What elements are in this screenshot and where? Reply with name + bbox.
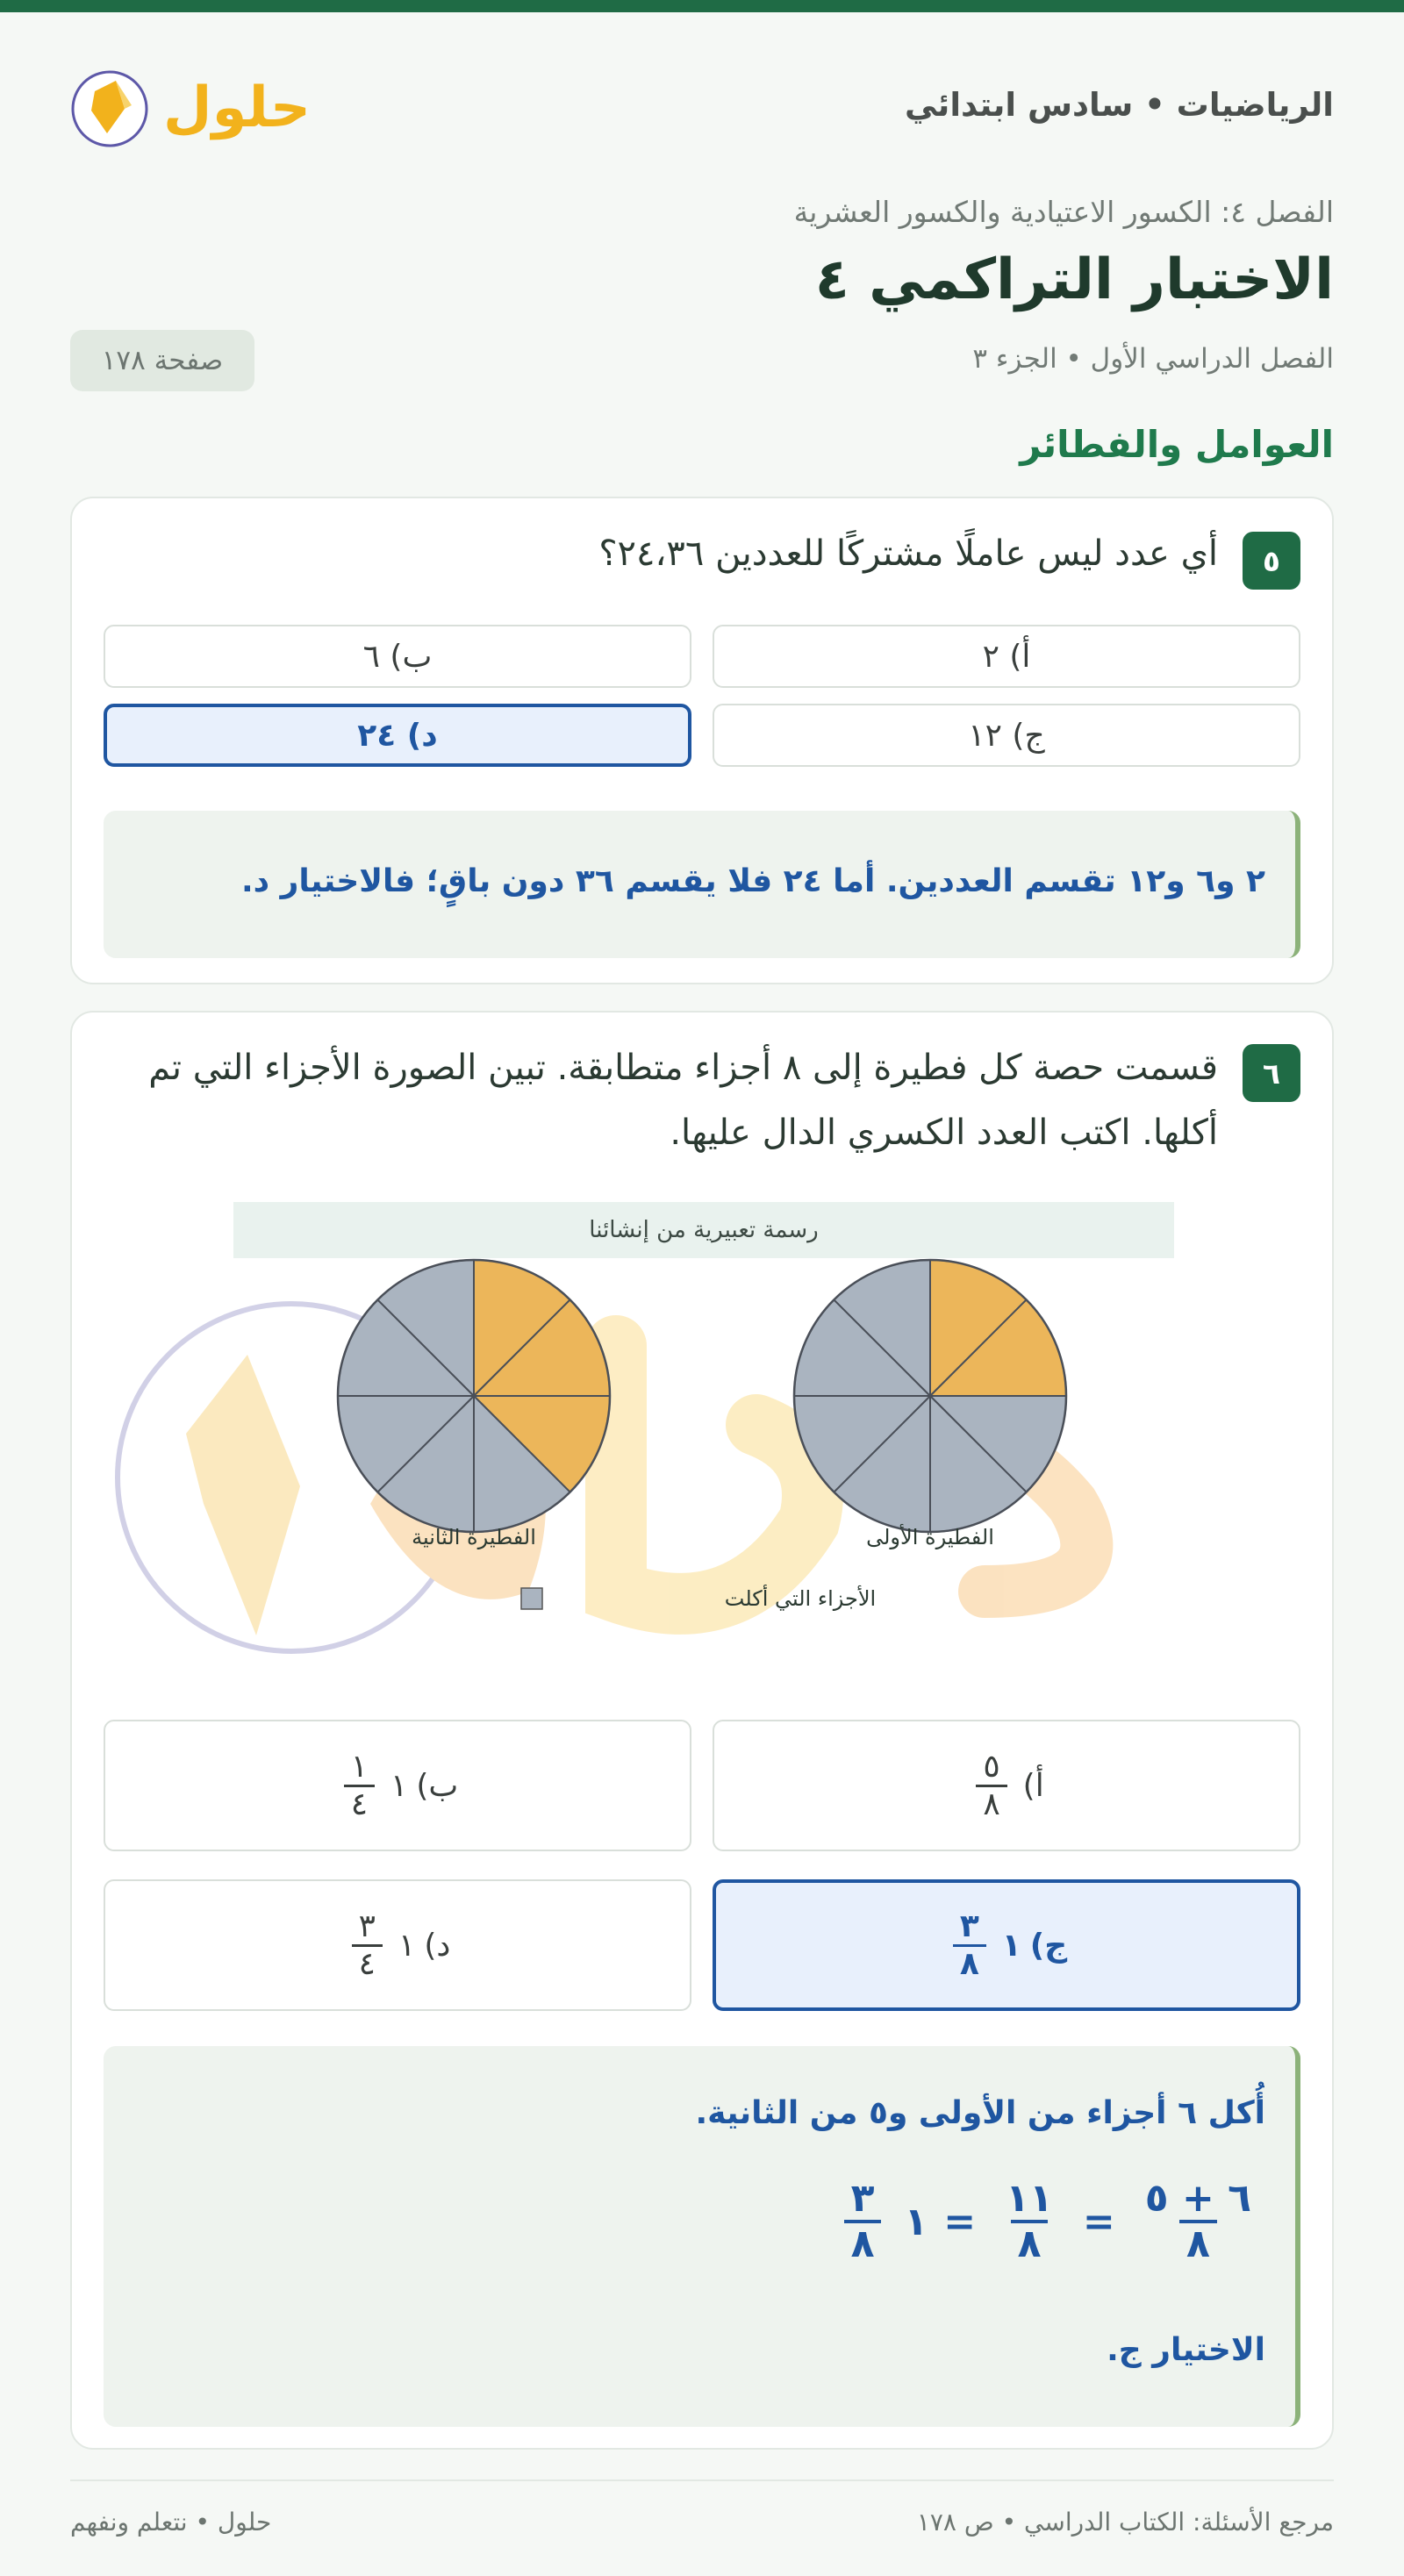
option-a[interactable] (713, 1720, 1300, 1851)
fraction (976, 1750, 1006, 1821)
whole-part: ١ (398, 1927, 416, 1964)
fraction (344, 1750, 375, 1821)
question-text: قسمت حصة كل فطيرة إلى ٨ أجزاء متطابقة. تبين الصورة الأجزاء التي تم أكلها. اكتب العدد الكسري الدال عليها. (148, 1048, 1218, 1153)
fraction (953, 1909, 986, 1981)
denominator: ٤ (352, 1944, 383, 1982)
denominator: ٨ (1179, 2220, 1217, 2265)
denominator: ٨ (1011, 2220, 1049, 2265)
explanation-box (104, 811, 1300, 958)
denominator: ٨ (844, 2220, 882, 2265)
option-d[interactable]: د) ٢٤ (104, 704, 691, 767)
logo-wordmark: حلول (163, 75, 311, 140)
numerator: ١١ (1006, 2176, 1053, 2221)
pie-first-label: الفطيرة الأولى (866, 1525, 994, 1549)
legend-label: الأجزاء التي أكلت (724, 1586, 877, 1611)
option-prefix: ب) (416, 1767, 459, 1804)
option-d[interactable] (104, 1879, 691, 2011)
explanation-line-3: الاختيار ج. (1107, 2332, 1265, 2368)
footer-tagline: حلول • نتعلم ونفهم (70, 2508, 272, 2537)
pies-figure (72, 1223, 1332, 1714)
pie-first (794, 1260, 1066, 1532)
option-c[interactable]: ج) ١٢ (713, 704, 1300, 767)
numerator: ٣ (959, 1907, 979, 1944)
whole-part: ١ (1001, 1927, 1021, 1964)
option-b[interactable]: ب) ٦ (104, 625, 691, 688)
equals-sign: = (1082, 2199, 1115, 2244)
denominator: ٤ (344, 1785, 375, 1822)
pie-second-label: الفطيرة الثانية (412, 1525, 536, 1549)
improper-fraction (999, 2178, 1060, 2266)
header (70, 12, 1334, 188)
numerator: ٣ (358, 1907, 376, 1944)
numerator: ٦ + ٥ (1144, 2176, 1251, 2221)
footer (70, 2479, 1334, 2541)
semester-label: الفصل الدراسي الأول • الجزء ٣ (972, 343, 1334, 375)
question-text: أي عدد ليس عاملًا مشتركًا للعددين ٢٤،٣٦؟ (598, 533, 1218, 574)
option-a[interactable]: أ) ٢ (713, 625, 1300, 688)
equals-sign: = (943, 2199, 977, 2244)
page (70, 12, 1334, 2537)
numerator: ٣ (850, 2176, 875, 2221)
explanation-equation (837, 2178, 1265, 2266)
figure-caption: رسمة تعبيرية من إنشائنا (233, 1202, 1174, 1258)
result-fraction (844, 2178, 882, 2266)
pie-second (338, 1260, 610, 1532)
whole-part: ١ (904, 2199, 928, 2244)
chapter-label: الفصل ٤: الكسور الاعتيادية والكسور العشرية (793, 195, 1334, 229)
explanation-text: ٢ و٦ و١٢ تقسم العددين. أما ٢٤ فلا يقسم ٣٦ دون باقٍ؛ فالاختيار د. (240, 863, 1265, 899)
page-title: الاختبار التراكمي ٤ (814, 247, 1334, 312)
option-prefix: أ) (1022, 1767, 1044, 1804)
option-b[interactable] (104, 1720, 691, 1851)
option-prefix: ج) (1029, 1927, 1068, 1964)
hulool-logo[interactable] (70, 56, 325, 161)
sum-fraction (1138, 2178, 1258, 2266)
explanation-box (104, 2046, 1300, 2427)
page-badge: صفحة ١٧٨ (70, 330, 254, 391)
question-card-6 (70, 1011, 1334, 2450)
numerator: ١ (350, 1748, 369, 1785)
question-number: ٦ (1243, 1044, 1300, 1102)
explanation-line-1: أُكل ٦ أجزاء من الأولى و٥ من الثانية. (695, 2095, 1265, 2131)
subject-label: الرياضيات • سادس ابتدائي (905, 86, 1334, 124)
numerator: ٥ (983, 1748, 1000, 1785)
question-card-5 (70, 497, 1334, 984)
fraction (352, 1909, 383, 1981)
option-c[interactable] (713, 1879, 1300, 2011)
option-prefix: د) (424, 1927, 451, 1964)
legend-swatch (521, 1588, 542, 1609)
top-accent-bar (0, 0, 1404, 12)
section-title: العوامل والفطائر (1020, 423, 1334, 466)
denominator: ٨ (976, 1785, 1006, 1822)
whole-part: ١ (390, 1767, 408, 1804)
footer-reference: مرجع الأسئلة: الكتاب الدراسي • ص ١٧٨ (916, 2508, 1334, 2537)
question-number: ٥ (1243, 532, 1300, 590)
denominator: ٨ (953, 1944, 986, 1982)
